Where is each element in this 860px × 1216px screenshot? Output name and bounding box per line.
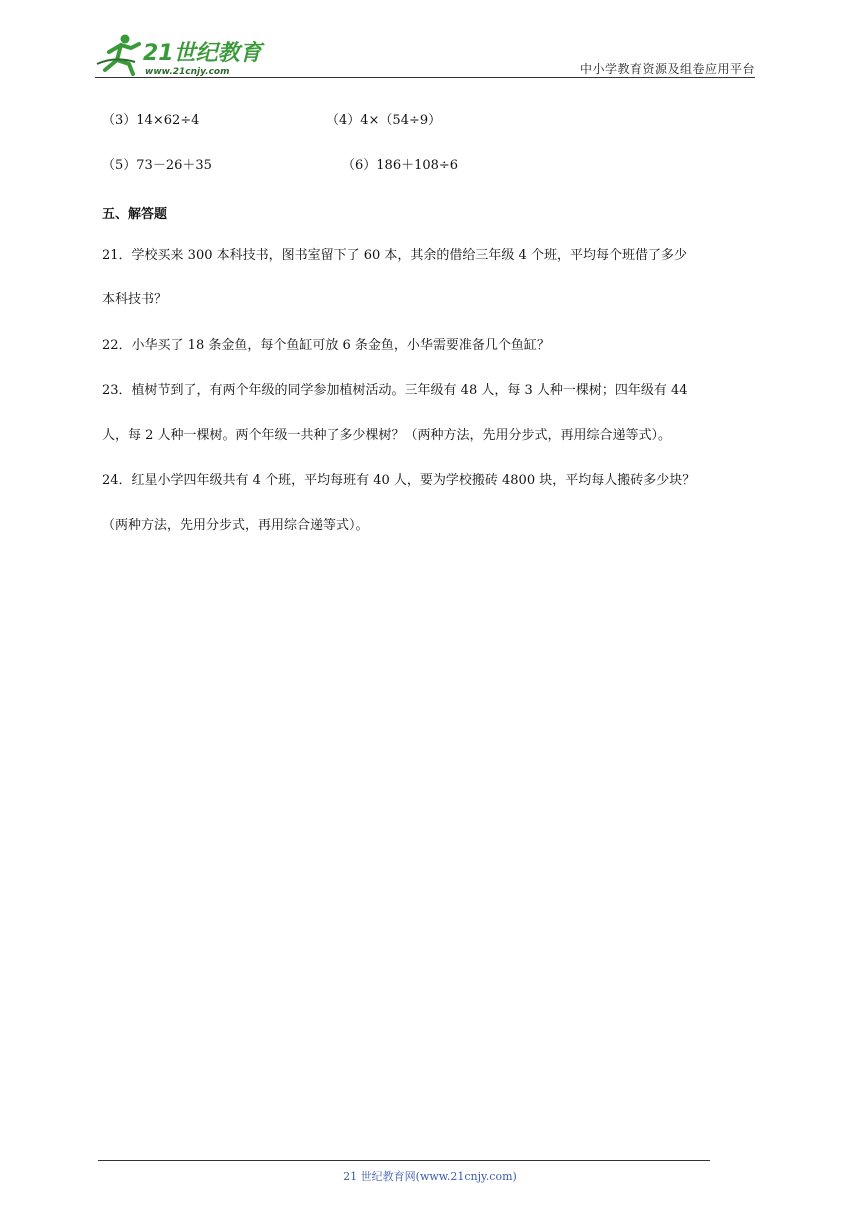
- logo: [95, 30, 265, 78]
- header-divider: [95, 77, 755, 78]
- exercise-5: （5）73－26＋35: [102, 158, 212, 173]
- logo-url: www.21cnjy.com: [145, 67, 230, 77]
- question-21-line-1: 21．学校买来 300 本科技书，图书室留下了 60 本，其余的借给三年级 4 个班，平均每个班借了多少: [102, 248, 687, 263]
- section-title: 五、解答题: [102, 207, 168, 222]
- question-23-line-1: 23．植树节到了，有两个年级的同学参加植树活动。三年级有 48 人，每 3 人种一棵树；四年级有 44: [102, 383, 688, 398]
- exercise-3: （3）14×62÷4: [102, 113, 200, 128]
- question-24-line-1: 24．红星小学四年级共有 4 个班，平均每班有 40 人，要为学校搬砖 4800 块，平均每人搬砖多少块？: [102, 473, 696, 488]
- question-23-line-2: 人，每 2 人种一棵树。两个年级一共种了多少棵树？（两种方法，先用分步式，再用综合递等式）。: [102, 428, 672, 443]
- runner-logo-icon: [95, 30, 265, 78]
- question-21-line-2: 本科技书？: [102, 292, 168, 307]
- page-header: [95, 30, 755, 78]
- exercise-4: （4）4×（54÷9）: [326, 113, 442, 128]
- footer-divider: [98, 1160, 710, 1161]
- logo-wordmark: 21世纪教育: [143, 41, 262, 66]
- footer-text: 21 世纪教育网(www.21cnjy.com): [343, 1170, 517, 1183]
- exercise-6: （6）186＋108÷6: [342, 158, 459, 173]
- platform-name: 中小学教育资源及组卷应用平台: [579, 62, 755, 76]
- question-22: 22．小华买了 18 条金鱼，每个鱼缸可放 6 条金鱼，小华需要准备几个鱼缸？: [102, 338, 550, 353]
- question-24-line-2: （两种方法，先用分步式，再用综合递等式）。: [102, 518, 369, 533]
